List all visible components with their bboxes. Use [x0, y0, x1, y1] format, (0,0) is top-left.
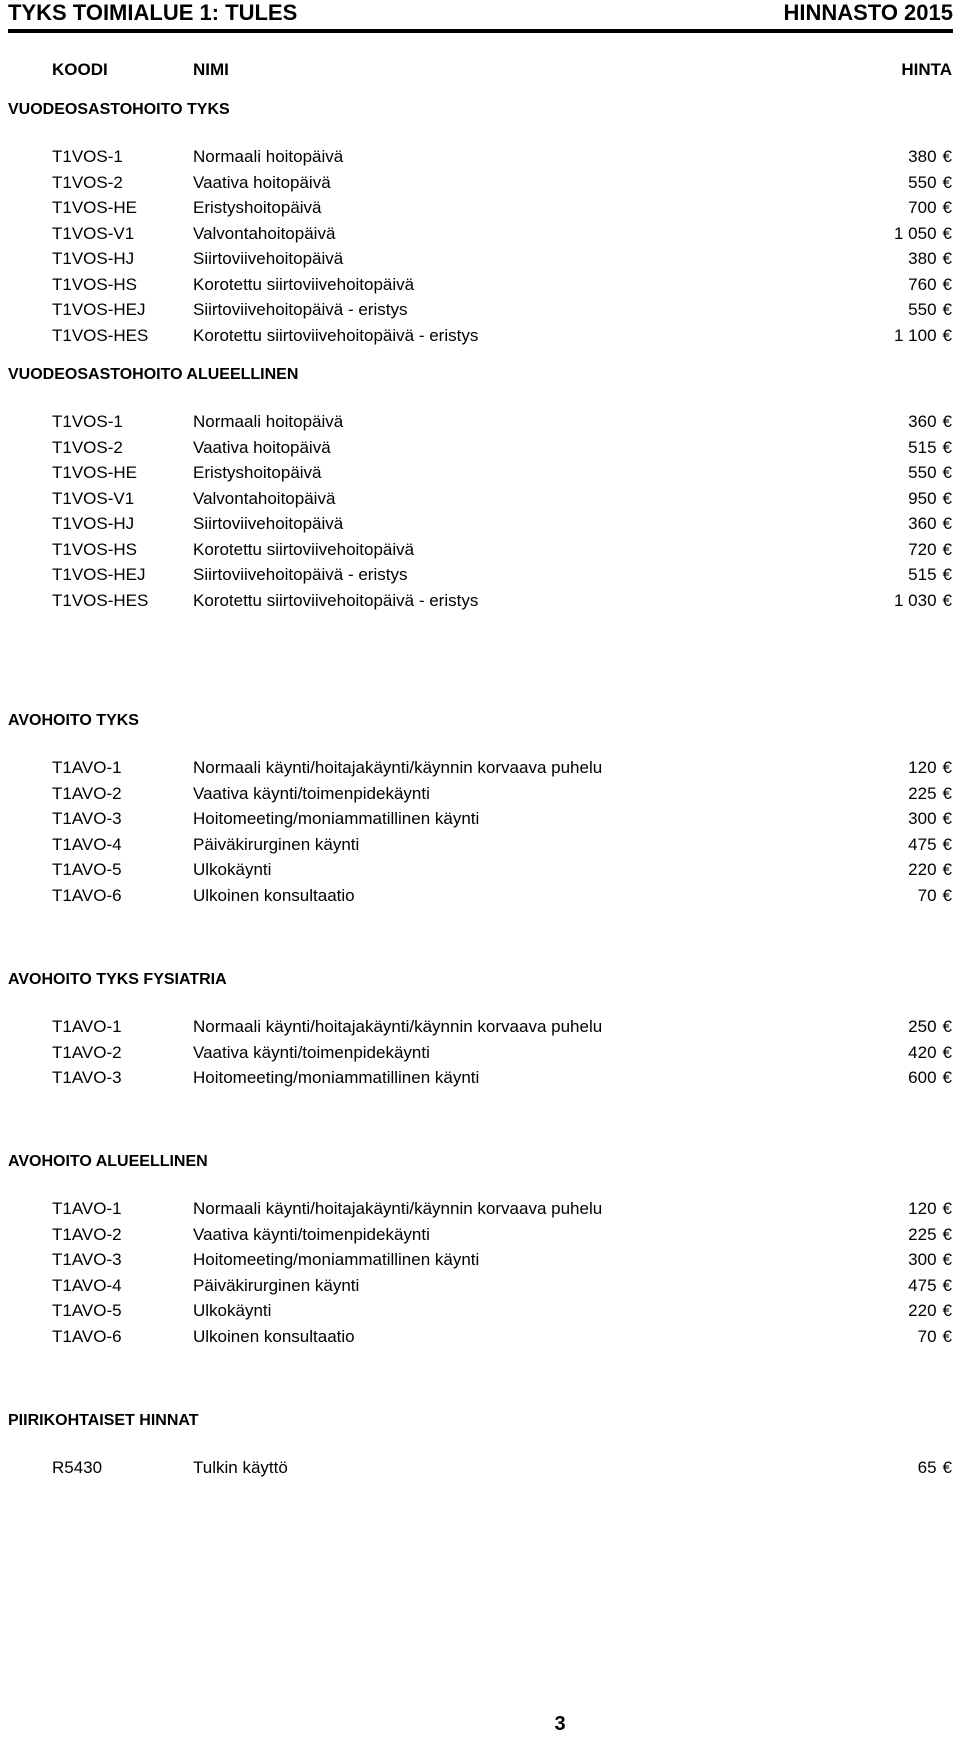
- price-row: [0, 806, 960, 832]
- euro-sign: €: [942, 274, 952, 294]
- price-rows: [0, 1196, 960, 1349]
- price-row: [0, 1324, 960, 1350]
- price-amount: 1 050: [893, 223, 937, 243]
- price-amount: 1 030: [893, 590, 937, 610]
- price-row: [0, 511, 960, 537]
- price-row: [0, 297, 960, 323]
- column-header-name: NIMI: [193, 60, 229, 79]
- price-amount: 225: [908, 1224, 937, 1244]
- euro-sign: €: [942, 783, 952, 803]
- item-price: [908, 755, 952, 781]
- euro-sign: €: [942, 1199, 952, 1218]
- euro-sign: €: [942, 147, 952, 166]
- item-price: [908, 781, 952, 807]
- item-code: T1VOS-HES: [52, 590, 149, 610]
- item-name: Päiväkirurginen käynti: [193, 1275, 360, 1295]
- price-row: [0, 323, 960, 349]
- price-row: [0, 857, 960, 883]
- item-price: [894, 588, 952, 614]
- price-amount: 360: [908, 514, 937, 533]
- item-price: [908, 409, 952, 435]
- price-amount: 550: [908, 463, 937, 482]
- item-code: T1AVO-2: [52, 783, 122, 803]
- euro-sign: €: [942, 885, 952, 905]
- price-row: [0, 460, 960, 486]
- section-title: AVOHOITO TYKS: [8, 712, 139, 729]
- item-name: Eristyshoitopäivä: [193, 463, 322, 482]
- item-name: Normaali käynti/hoitajakäynti/käynnin korvaava puhelu: [193, 1017, 603, 1036]
- price-amount: 515: [908, 565, 937, 584]
- item-price: [908, 272, 952, 298]
- price-amount: 420: [908, 1042, 937, 1062]
- price-row: [0, 409, 960, 435]
- euro-sign: €: [942, 1458, 952, 1477]
- item-code: T1VOS-HJ: [52, 249, 135, 268]
- section-title: VUODEOSASTOHOITO ALUEELLINEN: [8, 366, 299, 383]
- item-price: [908, 486, 952, 512]
- item-price: [908, 1222, 952, 1248]
- price-amount: 950: [908, 488, 937, 508]
- euro-sign: €: [942, 590, 952, 610]
- item-code: T1VOS-HS: [52, 274, 138, 294]
- item-code: T1AVO-6: [52, 885, 122, 905]
- price-amount: 360: [908, 412, 937, 431]
- price-row: [0, 1273, 960, 1299]
- price-amount: 120: [908, 1199, 937, 1218]
- euro-sign: €: [942, 172, 952, 192]
- price-amount: 120: [908, 758, 937, 777]
- item-price: [908, 435, 952, 461]
- item-code: T1VOS-HEJ: [52, 565, 146, 584]
- item-code: T1AVO-3: [52, 1250, 122, 1269]
- item-price: [908, 144, 952, 170]
- item-name: Normaali käynti/hoitajakäynti/käynnin korvaava puhelu: [193, 758, 603, 777]
- price-row: [0, 272, 960, 298]
- item-price: [908, 170, 952, 196]
- price-row: [0, 486, 960, 512]
- item-name: Hoitomeeting/moniammatillinen käynti: [193, 1068, 480, 1087]
- item-price: [908, 460, 952, 486]
- price-amount: 1 100: [893, 325, 937, 345]
- item-code: T1AVO-1: [52, 1199, 122, 1218]
- item-name: Ulkokäynti: [193, 860, 272, 879]
- item-name: Valvontahoitopäivä: [193, 223, 336, 243]
- item-price: [908, 246, 952, 272]
- item-name: Siirtoviivehoitopäivä - eristys: [193, 300, 408, 319]
- page-number: 3: [554, 1713, 566, 1735]
- price-amount: 475: [908, 834, 937, 854]
- euro-sign: €: [942, 1250, 952, 1269]
- item-price: [918, 883, 952, 909]
- item-name: Korotettu siirtoviivehoitopäivä: [193, 539, 415, 559]
- price-rows: [0, 409, 960, 613]
- price-amount: 475: [908, 1275, 937, 1295]
- item-name: Vaativa käynti/toimenpidekäynti: [193, 1042, 430, 1062]
- item-name: Normaali käynti/hoitajakäynti/käynnin korvaava puhelu: [193, 1199, 603, 1218]
- item-name: Korotettu siirtoviivehoitopäivä - eristys: [193, 325, 479, 345]
- euro-sign: €: [942, 488, 952, 508]
- item-price: [908, 195, 952, 221]
- item-name: Siirtoviivehoitopäivä: [193, 514, 344, 533]
- price-amount: 300: [908, 1250, 937, 1269]
- price-row: [0, 1455, 960, 1481]
- item-code: T1VOS-V1: [52, 223, 135, 243]
- price-amount: 220: [908, 860, 937, 879]
- document-header: [8, 0, 953, 26]
- price-amount: 600: [908, 1068, 937, 1087]
- item-code: T1VOS-HE: [52, 463, 138, 482]
- column-headers: [0, 58, 960, 82]
- euro-sign: €: [942, 300, 952, 319]
- price-row: [0, 755, 960, 781]
- euro-sign: €: [942, 198, 952, 217]
- price-amount: 70: [917, 885, 937, 905]
- item-code: T1VOS-HES: [52, 325, 149, 345]
- item-price: [908, 1040, 952, 1066]
- price-row: [0, 246, 960, 272]
- price-row: [0, 883, 960, 909]
- item-name: Korotettu siirtoviivehoitopäivä - eristys: [193, 590, 479, 610]
- price-amount: 380: [908, 147, 937, 166]
- header-divider: [8, 29, 953, 33]
- euro-sign: €: [942, 223, 952, 243]
- item-code: T1VOS-HEJ: [52, 300, 146, 319]
- column-header-price: HINTA: [901, 60, 952, 79]
- item-name: Vaativa käynti/toimenpidekäynti: [193, 1224, 430, 1244]
- item-price: [894, 323, 952, 349]
- item-name: Hoitomeeting/moniammatillinen käynti: [193, 1250, 480, 1269]
- price-amount: 65: [917, 1458, 937, 1477]
- item-code: T1AVO-5: [52, 1301, 122, 1320]
- item-code: T1VOS-1: [52, 412, 123, 431]
- euro-sign: €: [942, 1017, 952, 1036]
- item-price: [908, 562, 952, 588]
- item-price: [908, 1247, 952, 1273]
- column-header-code: KOODI: [52, 60, 108, 79]
- euro-sign: €: [942, 809, 952, 828]
- price-row: [0, 1222, 960, 1248]
- price-amount: 250: [908, 1017, 937, 1036]
- euro-sign: €: [942, 1068, 952, 1087]
- price-row: [0, 1247, 960, 1273]
- item-code: T1AVO-6: [52, 1326, 122, 1346]
- euro-sign: €: [942, 758, 952, 777]
- euro-sign: €: [942, 1275, 952, 1295]
- section-title: AVOHOITO ALUEELLINEN: [8, 1153, 208, 1170]
- euro-sign: €: [942, 412, 952, 431]
- item-code: T1VOS-2: [52, 172, 123, 192]
- item-price: [908, 1273, 952, 1299]
- price-amount: 550: [908, 300, 937, 319]
- section-title: VUODEOSASTOHOITO TYKS: [8, 101, 230, 118]
- euro-sign: €: [942, 565, 952, 584]
- item-code: T1AVO-2: [52, 1042, 122, 1062]
- euro-sign: €: [942, 514, 952, 533]
- price-row: [0, 221, 960, 247]
- item-code: T1AVO-1: [52, 1017, 122, 1036]
- price-amount: 720: [908, 539, 937, 559]
- price-row: [0, 1014, 960, 1040]
- euro-sign: €: [942, 1301, 952, 1320]
- price-amount: 760: [908, 274, 937, 294]
- section-title: AVOHOITO TYKS FYSIATRIA: [8, 971, 227, 988]
- item-price: [908, 511, 952, 537]
- price-amount: 220: [908, 1301, 937, 1320]
- price-amount: 700: [908, 198, 937, 217]
- item-name: Valvontahoitopäivä: [193, 488, 336, 508]
- euro-sign: €: [942, 249, 952, 268]
- item-name: Ulkoinen konsultaatio: [193, 885, 355, 905]
- item-price: [908, 806, 952, 832]
- price-row: [0, 1196, 960, 1222]
- price-rows: [0, 755, 960, 908]
- price-row: [0, 832, 960, 858]
- price-row: [0, 144, 960, 170]
- item-price: [908, 1065, 952, 1091]
- item-code: T1VOS-HJ: [52, 514, 135, 533]
- item-name: Tulkin käyttö: [193, 1458, 288, 1477]
- euro-sign: €: [942, 1326, 952, 1346]
- section-title: PIIRIKOHTAISET HINNAT: [8, 1412, 199, 1429]
- item-code: T1AVO-2: [52, 1224, 122, 1244]
- euro-sign: €: [942, 1042, 952, 1062]
- price-amount: 515: [908, 437, 937, 457]
- item-name: Normaali hoitopäivä: [193, 412, 344, 431]
- item-price: [908, 857, 952, 883]
- document-title: TYKS TOIMIALUE 1: TULES: [8, 0, 298, 25]
- item-price: [908, 832, 952, 858]
- price-rows: [0, 144, 960, 348]
- item-name: Hoitomeeting/moniammatillinen käynti: [193, 809, 480, 828]
- item-price: [908, 297, 952, 323]
- item-name: Eristyshoitopäivä: [193, 198, 322, 217]
- item-code: R5430: [52, 1458, 103, 1477]
- price-amount: 225: [908, 783, 937, 803]
- price-rows: [0, 1014, 960, 1091]
- price-row: [0, 435, 960, 461]
- euro-sign: €: [942, 463, 952, 482]
- item-price: [918, 1324, 952, 1350]
- item-name: Siirtoviivehoitopäivä - eristys: [193, 565, 408, 584]
- item-name: Siirtoviivehoitopäivä: [193, 249, 344, 268]
- item-price: [908, 1196, 952, 1222]
- item-price: [908, 1298, 952, 1324]
- item-code: T1AVO-5: [52, 860, 122, 879]
- euro-sign: €: [942, 860, 952, 879]
- item-name: Ulkoinen konsultaatio: [193, 1326, 355, 1346]
- item-code: T1VOS-1: [52, 147, 123, 166]
- price-rows: [0, 1455, 960, 1481]
- item-name: Korotettu siirtoviivehoitopäivä: [193, 274, 415, 294]
- item-name: Vaativa hoitopäivä: [193, 437, 331, 457]
- item-code: T1AVO-4: [52, 1275, 122, 1295]
- price-row: [0, 537, 960, 563]
- price-row: [0, 1065, 960, 1091]
- item-name: Vaativa käynti/toimenpidekäynti: [193, 783, 430, 803]
- item-code: T1VOS-V1: [52, 488, 135, 508]
- price-row: [0, 1040, 960, 1066]
- price-row: [0, 170, 960, 196]
- item-price: [908, 1014, 952, 1040]
- euro-sign: €: [942, 834, 952, 854]
- price-amount: 380: [908, 249, 937, 268]
- item-price: [918, 1455, 952, 1481]
- item-code: T1VOS-HS: [52, 539, 138, 559]
- price-row: [0, 781, 960, 807]
- price-list-title: HINNASTO 2015: [783, 0, 953, 25]
- item-name: Vaativa hoitopäivä: [193, 172, 331, 192]
- item-code: T1AVO-1: [52, 758, 122, 777]
- price-row: [0, 1298, 960, 1324]
- price-row: [0, 588, 960, 614]
- item-name: Normaali hoitopäivä: [193, 147, 344, 166]
- item-code: T1AVO-3: [52, 809, 122, 828]
- euro-sign: €: [942, 437, 952, 457]
- euro-sign: €: [942, 1224, 952, 1244]
- price-amount: 550: [908, 172, 937, 192]
- euro-sign: €: [942, 539, 952, 559]
- price-row: [0, 195, 960, 221]
- price-amount: 300: [908, 809, 937, 828]
- item-code: T1AVO-4: [52, 834, 122, 854]
- item-code: T1VOS-HE: [52, 198, 138, 217]
- item-price: [908, 537, 952, 563]
- euro-sign: €: [942, 325, 952, 345]
- price-amount: 70: [917, 1326, 937, 1346]
- item-price: [894, 221, 952, 247]
- item-code: T1AVO-3: [52, 1068, 122, 1087]
- item-name: Päiväkirurginen käynti: [193, 834, 360, 854]
- item-name: Ulkokäynti: [193, 1301, 272, 1320]
- price-row: [0, 562, 960, 588]
- item-code: T1VOS-2: [52, 437, 123, 457]
